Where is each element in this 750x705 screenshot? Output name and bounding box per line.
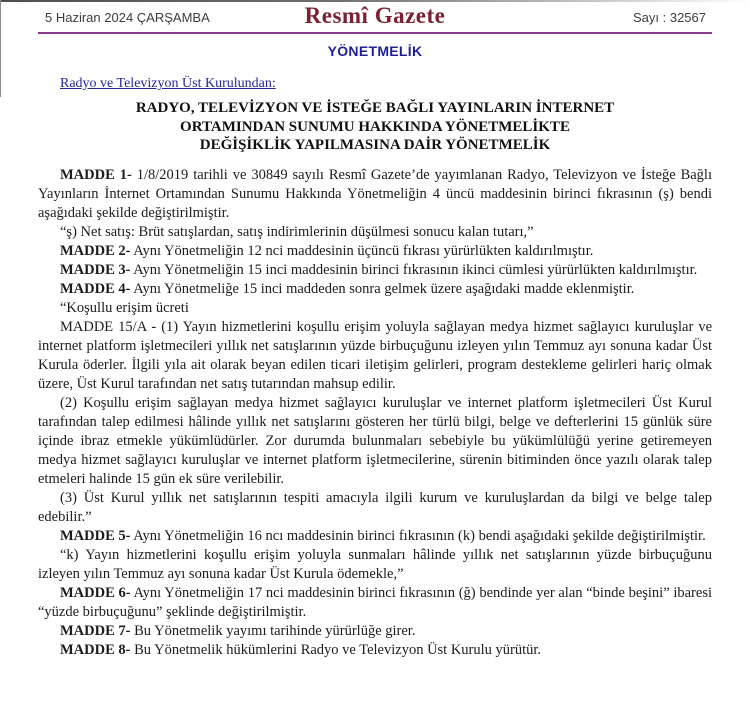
article-paragraph-text: Aynı Yönetmeliğin 16 ncı maddesinin birinci fıkrasının (k) bendi aşağıdaki şekilde değiştirilmiştir. xyxy=(130,528,706,545)
article-number-label: MADDE 2- xyxy=(60,243,131,260)
article-paragraph-text: Aynı Yönetmeliğe 15 inci maddeden sonra gelmek üzere aşağıdaki madde eklenmiştir. xyxy=(130,281,635,298)
issuing-authority: Radyo ve Televizyon Üst Kurulundan: xyxy=(60,76,276,91)
publication-date: 5 Haziran 2024 ÇARŞAMBA xyxy=(45,10,210,25)
article-paragraph-text: (3) Üst Kurul yıllık net satışlarının tespiti amacıyla ilgili kurum ve kuruluşlardan da bilgi ve belge talep edebilir.” xyxy=(38,490,712,526)
article-number-label: MADDE 3- xyxy=(60,262,131,279)
article-number-label: MADDE 6- xyxy=(60,585,131,602)
article-paragraph xyxy=(38,546,712,584)
article-paragraph xyxy=(38,641,712,660)
gazette-masthead xyxy=(0,0,750,30)
regulation-title xyxy=(0,99,750,155)
article-paragraph-text: “ş) Net satış: Brüt satışlardan, satış indirimlerinin düşülmesi sonucu kalan tutarı,” xyxy=(60,224,534,241)
article-paragraph xyxy=(38,489,712,527)
article-paragraph xyxy=(38,527,712,546)
article-paragraph-text: Aynı Yönetmeliğin 12 nci maddesinin üçüncü fıkrası yürürlükten kaldırılmıştır. xyxy=(130,243,594,260)
issue-number: Sayı : 32567 xyxy=(633,10,706,25)
gazette-title: Resmî Gazete xyxy=(304,3,446,28)
article-number-label: MADDE 1- xyxy=(60,167,132,184)
article-paragraph xyxy=(38,166,712,223)
article-paragraph xyxy=(38,318,712,394)
article-body xyxy=(38,166,712,660)
regulation-title-line-3: DEĞİŞİKLİK YAPILMASINA DAİR YÖNETMELİK xyxy=(199,137,551,154)
article-paragraph-text: Bu Yönetmelik yayımı tarihinde yürürlüğe girer. xyxy=(130,623,416,640)
regulation-title-line-2: ORTAMINDAN SUNUMU HAKKINDA YÖNETMELİKTE xyxy=(180,118,570,135)
article-paragraph xyxy=(38,299,712,318)
article-paragraph xyxy=(38,394,712,489)
article-paragraph-text: Aynı Yönetmeliğin 15 inci maddesinin birinci fıkrasının ikinci cümlesi yürürlükten kaldırılmıştır. xyxy=(130,262,698,279)
masthead-divider xyxy=(38,32,712,34)
article-paragraph-text: (2) Koşullu erişim sağlayan medya hizmet sağlayıcı kuruluşlar ve internet platform işletmecileri Üst Kurul tarafından talep edilmesi hâlinde yıllık net satışlarını gösteren her türlü bilgi, belge ve defterlerini 15 günlük süre içinde ibraz etmekle yükümlüdürler. Zor durumda bulunmaları sebebiyle bu yükümlülüğü yerine getiremeyen medya hizmet sağlayıcı kuruluşlar ve internet platform işletmecilerine, sürenin bitiminden önce yazılı olarak talep etmeleri halinde 15 gün ek süre verilebilir. xyxy=(38,395,712,488)
article-paragraph-text: MADDE 15/A - (1) Yayın hizmetlerini koşullu erişim yoluyla sağlayan medya hizmet sağlayıcı kuruluşlar ve internet platform işletmecileri yıllık net satışlarının yüzde birbuçuğunu izleyen yılın Temmuz ayı sonuna kadar Üst Kurula öderler. İlgili yıla ait olarak beyan edilen ticari iletişim gelirleri, program destekleme gelirleri hariç olmak üzere, Üst Kurul tarafından net satış tutarından mahsup edilir. xyxy=(38,319,712,393)
article-number-label: MADDE 7- xyxy=(60,623,131,640)
article-paragraph xyxy=(38,261,712,280)
article-paragraph xyxy=(38,223,712,242)
article-number-label: MADDE 5- xyxy=(60,528,131,545)
article-paragraph xyxy=(38,622,712,641)
article-number-label: MADDE 4- xyxy=(60,281,131,298)
article-paragraph-text: Bu Yönetmelik hükümlerini Radyo ve Televizyon Üst Kurulu yürütür. xyxy=(130,642,542,659)
article-paragraph-text: 1/8/2019 tarihli ve 30849 sayılı Resmî Gazete’de yayımlanan Radyo, Televizyon ve İsteğe Bağlı Yayınların İnternet Ortamından Sunumu Hakkında Yönetmeliğin 4 üncü maddesinin birinci fıkrasının (ş) bendi aşağıdaki şekilde değiştirilmiştir. xyxy=(38,167,712,222)
article-paragraph xyxy=(38,280,712,299)
article-paragraph xyxy=(38,242,712,261)
article-paragraph-text: Aynı Yönetmeliğin 17 nci maddesinin birinci fıkrasının (ğ) bendinde yer alan “binde beşini” ibaresi “yüzde birbuçuğunu” şeklinde değiştirilmiştir. xyxy=(38,585,712,621)
regulation-title-line-1: RADYO, TELEVİZYON VE İSTEĞE BAĞLI YAYINLARIN İNTERNET xyxy=(135,100,615,116)
article-paragraph-text: “Koşullu erişim ücreti xyxy=(60,300,189,317)
article-paragraph-text: “k) Yayın hizmetlerini koşullu erişim yoluyla sunmaları hâlinde yıllık net satışlarının yüzde birbuçuğunu izleyen yılın Temmuz ayı sonuna kadar Üst Kurula ödemekle,” xyxy=(38,547,712,583)
article-number-label: MADDE 8- xyxy=(60,642,131,659)
section-heading: YÖNETMELİK xyxy=(327,43,423,59)
article-paragraph xyxy=(38,584,712,622)
